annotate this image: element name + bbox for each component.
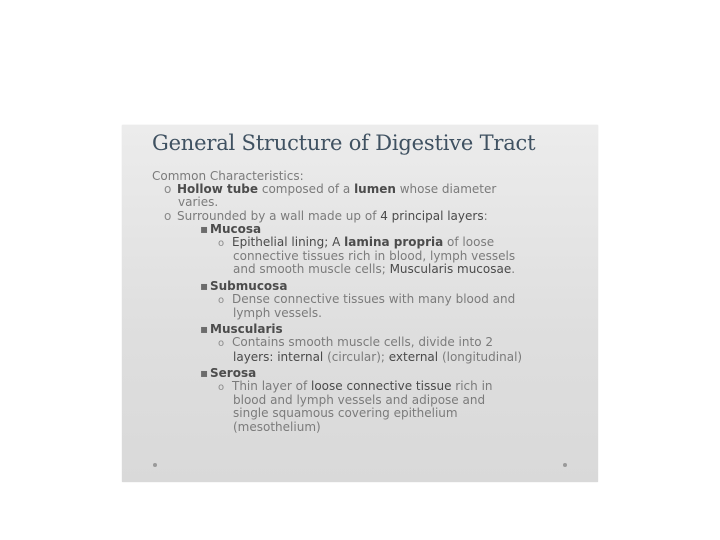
term-muscularis: Muscularis bbox=[210, 322, 283, 337]
term-muscularis-mucosae: Muscularis mucosae bbox=[389, 262, 512, 277]
text-fragment: Dense connective tissues with many blood and bbox=[232, 291, 516, 306]
square-bullet-icon: ▪ bbox=[200, 221, 209, 236]
text-fragment: of loose bbox=[443, 235, 495, 250]
text-fragment: rich in bbox=[451, 379, 493, 394]
text-fragment: Surrounded by a wall made up of bbox=[177, 208, 381, 223]
circle-bullet-icon: o bbox=[164, 182, 172, 197]
serosa-detail bbox=[218, 380, 572, 394]
corner-dot-icon bbox=[563, 463, 567, 467]
circle-bullet-icon: o bbox=[218, 294, 225, 306]
term-mucosa: Mucosa bbox=[210, 221, 262, 236]
serosa-detail-continuation: (mesothelium) bbox=[233, 419, 321, 434]
slide-body bbox=[152, 170, 572, 434]
circle-bullet-icon: o bbox=[164, 208, 172, 223]
submucosa-detail bbox=[218, 293, 572, 307]
term-submucosa: Submucosa bbox=[210, 278, 288, 293]
term-lamina-propria: lamina propria bbox=[344, 235, 444, 250]
text-fragment: : bbox=[483, 208, 488, 223]
circle-bullet-icon: o bbox=[218, 238, 225, 250]
text-fragment: layers: bbox=[233, 349, 278, 364]
text-fragment: composed of a bbox=[258, 182, 355, 197]
square-bullet-icon: ▪ bbox=[200, 322, 209, 337]
circle-bullet-icon: o bbox=[218, 338, 225, 350]
term-lumen: lumen bbox=[354, 182, 396, 197]
text-fragment: (circular); bbox=[323, 349, 389, 364]
mucosa-detail bbox=[218, 236, 572, 250]
text-fragment: . bbox=[511, 262, 516, 277]
square-bullet-icon: ▪ bbox=[200, 278, 209, 293]
term-hollow-tube: Hollow tube bbox=[177, 182, 259, 197]
term-principal-layers: 4 principal layers bbox=[380, 208, 484, 223]
muscularis-detail-continuation bbox=[233, 351, 572, 364]
text-fragment: Thin layer of bbox=[232, 379, 311, 394]
serosa-detail-continuation: single squamous covering epithelium bbox=[233, 406, 458, 421]
corner-dot-icon bbox=[153, 463, 157, 467]
serosa-detail-continuation: blood and lymph vessels and adipose and bbox=[233, 393, 486, 408]
text-fragment: (longitudinal) bbox=[438, 349, 523, 364]
text-fragment: and smooth muscle cells; bbox=[233, 262, 390, 277]
bullet-hollow-tube bbox=[164, 183, 572, 196]
heading-common-characteristics: Common Characteristics: bbox=[152, 169, 304, 183]
term-serosa: Serosa bbox=[210, 365, 257, 380]
term-external: external bbox=[388, 349, 439, 364]
term-loose-connective-tissue: loose connective tissue bbox=[311, 379, 452, 394]
muscularis-detail bbox=[218, 336, 572, 350]
text-fragment: whose diameter bbox=[395, 182, 497, 197]
circle-bullet-icon: o bbox=[218, 382, 225, 394]
text-fragment: Contains smooth muscle cells, divide into 2 bbox=[232, 335, 493, 350]
mucosa-detail-continuation: connective tissues rich in blood, lymph vessels bbox=[233, 249, 516, 264]
square-bullet-icon: ▪ bbox=[200, 365, 209, 380]
text-fragment: Epithelial lining; A bbox=[232, 235, 345, 250]
submucosa-detail-continuation: lymph vessels. bbox=[233, 306, 322, 321]
term-internal: internal bbox=[277, 349, 324, 364]
slide bbox=[122, 125, 598, 482]
mucosa-detail-continuation bbox=[233, 263, 572, 276]
slide-title: General Structure of Digestive Tract bbox=[152, 131, 536, 155]
bullet-continuation: varies. bbox=[178, 195, 219, 210]
